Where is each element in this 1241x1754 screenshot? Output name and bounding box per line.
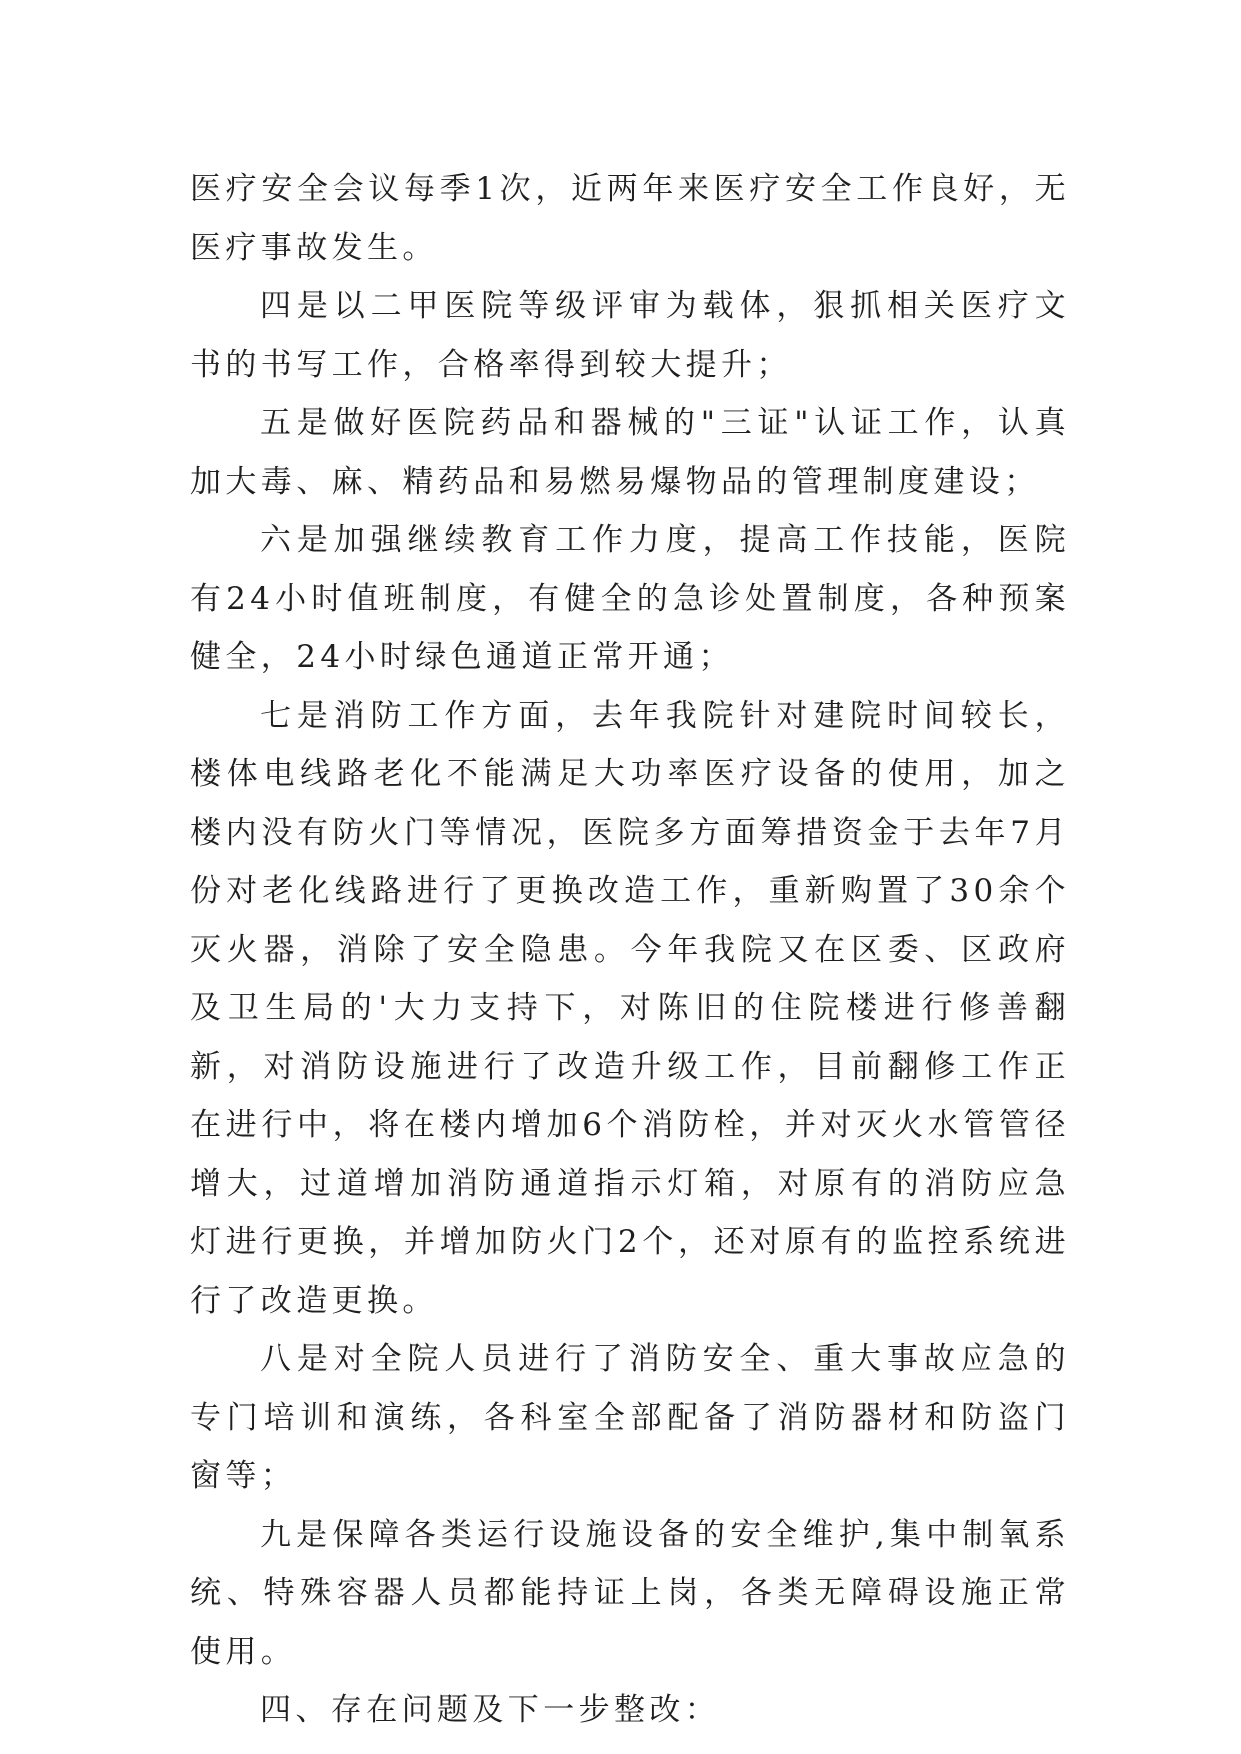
paragraph-item-8: 八是对全院人员进行了消防安全、重大事故应急的专门培训和演练，各科室全部配备了消防器材和防盗门窗等； xyxy=(190,1341,1070,1494)
paragraph-item-5: 五是做好医院药品和器械的"三证"认证工作，认真加大毒、麻、精药品和易燃易爆物品的管理制度建设； xyxy=(190,405,1070,500)
section-heading: 四、存在问题及下一步整改： xyxy=(260,1692,721,1728)
paragraph-item-7: 七是消防工作方面，去年我院针对建院时间较长，楼体电线路老化不能满足大功率医疗设备的使用，加之楼内没有防火门等情况，医院多方面筹措资金于去年7月份对老化线路进行了更换改造工作，重新购置了30余个灭火器，消除了安全隐患。今年我院又在区委、区政府及卫生局的'大力支持下，对陈旧的住院楼进行修善翻新，对消防设施进行了改造升级工作，目前翻修工作正在进行中，将在楼内增加6个消防栓，并对灭火水管管径增大，过道增加消防通道指示灯箱，对原有的消防应急灯进行更换，并增加防火门2个，还对原有的监控系统进行了改造更换。 xyxy=(190,697,1070,1319)
body-text xyxy=(190,160,1070,1740)
paragraph-item-4: 四是以二甲医院等级评审为载体，狠抓相关医疗文书的书写工作，合格率得到较大提升； xyxy=(190,288,1070,383)
paragraph-continuation: 医疗安全会议每季1次，近两年来医疗安全工作良好，无医疗事故发生。 xyxy=(190,171,1070,266)
paragraph-item-9: 九是保障各类运行设施设备的安全维护,集中制氧系统、特殊容器人员都能持证上岗，各类无障碍设施正常使用。 xyxy=(190,1516,1070,1670)
paragraph-item-6: 六是加强继续教育工作力度，提高工作技能，医院有24小时值班制度，有健全的急诊处置制度，各种预案健全，24小时绿色通道正常开通； xyxy=(190,522,1070,675)
